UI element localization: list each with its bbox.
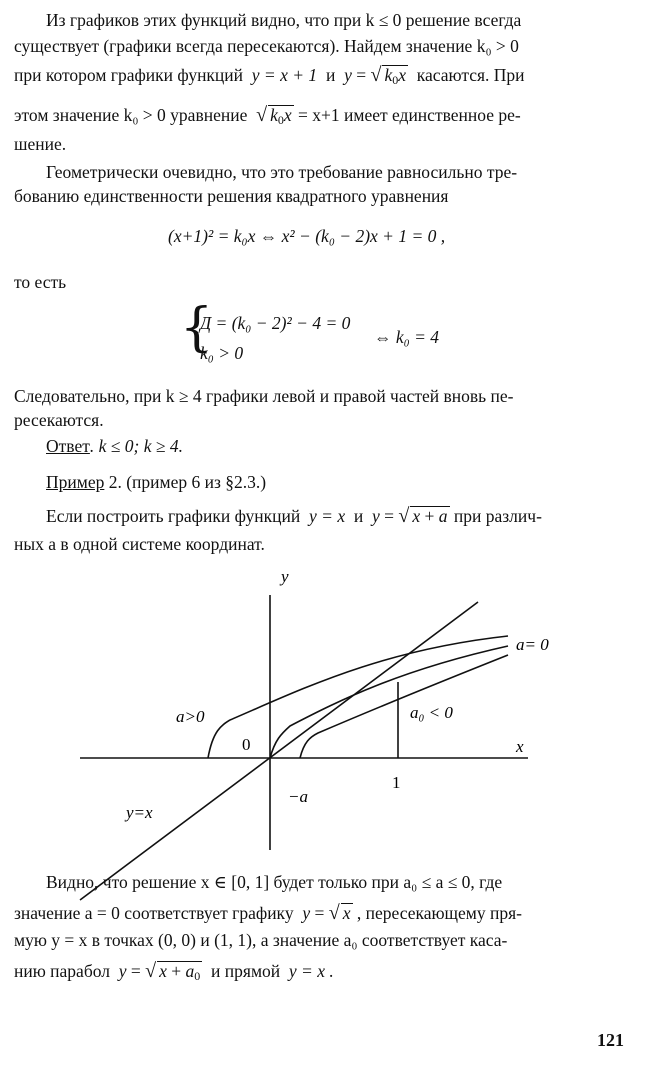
p5-line1: Видно, что решение x ∈ [0, 1] будет только при a₀ ≤ a ≤ 0, где [46, 872, 503, 892]
p2-line2: бованию единственности решения квадратного уравнения [14, 186, 449, 206]
system-brace: { [180, 298, 214, 358]
p5-line4: нию парабол y = √ $x + a_0$ и прямой y = x . [14, 960, 334, 983]
p1-line2: существует (графики всегда пересекаются). Найдем значение k₀ > 0 [14, 36, 519, 56]
p2-line1: Геометрически очевидно, что это требование равносильно тре- [46, 162, 518, 182]
equation-quadratic: (x+1)² = k₀x ⇔ x² − (k₀ − 2)x + 1 = 0 , [168, 226, 446, 246]
p3-line1: Следовательно, при k ≥ 4 графики левой и правой частей вновь пе- [14, 386, 514, 406]
line-label: y=x [126, 803, 153, 822]
answer-label: Ответ [46, 436, 90, 456]
system-row2: k₀ > 0 [200, 343, 244, 363]
p4-line1: Если построить графики функций y = x и y = √ x + a при различ- [46, 505, 542, 527]
p1-line5: шение. [14, 134, 67, 154]
neg-a-label: −a [288, 787, 308, 806]
curve-a-zero [270, 646, 508, 758]
p1-line3: при котором графики функций y = x + 1 и y = √ $k_0x$ касаются. При [14, 64, 525, 87]
a0-negative-label: a₀ < 0 [410, 703, 453, 722]
to-est: то есть [14, 272, 67, 292]
y-axis-label: y [281, 567, 289, 586]
system-row1: Д = (k₀ − 2)² − 4 = 0 [200, 313, 351, 333]
line-y-equals-x [80, 602, 478, 900]
example-line: Пример 2. (пример 6 из §2.3.) [46, 472, 267, 492]
curve-a0-negative [300, 655, 508, 758]
answer-line: Ответ. k ≤ 0; k ≥ 4. [46, 436, 183, 456]
x-axis-label: x [516, 737, 524, 756]
p1-line1: Из графиков этих функций видно, что при k ≤ 0 решение всегда [46, 10, 522, 30]
curve-a-positive [208, 636, 508, 758]
p3-line2: ресекаются. [14, 410, 104, 430]
p4-line2: ных a в одной системе координат. [14, 534, 265, 554]
p5-line3: мую y = x в точках (0, 0) и (1, 1), а значение a₀ соответствует каса- [14, 930, 508, 950]
origin-label: 0 [242, 735, 251, 754]
tick-one-label: 1 [392, 773, 401, 792]
p1-line4: этом значение k₀ > 0 уравнение √ $k_0x = x+1$ имеет единственное ре- [14, 104, 521, 127]
example-label: Пример [46, 472, 105, 492]
system-result: ⇔ k₀ = 4 [374, 327, 440, 347]
a-zero-label: a= 0 [516, 635, 549, 654]
a-positive-label: a>0 [176, 707, 205, 726]
page-number: 121 [597, 1030, 624, 1050]
p5-line2: значение a = 0 соответствует графику y = √ x , пересекающему пря- [14, 902, 522, 924]
